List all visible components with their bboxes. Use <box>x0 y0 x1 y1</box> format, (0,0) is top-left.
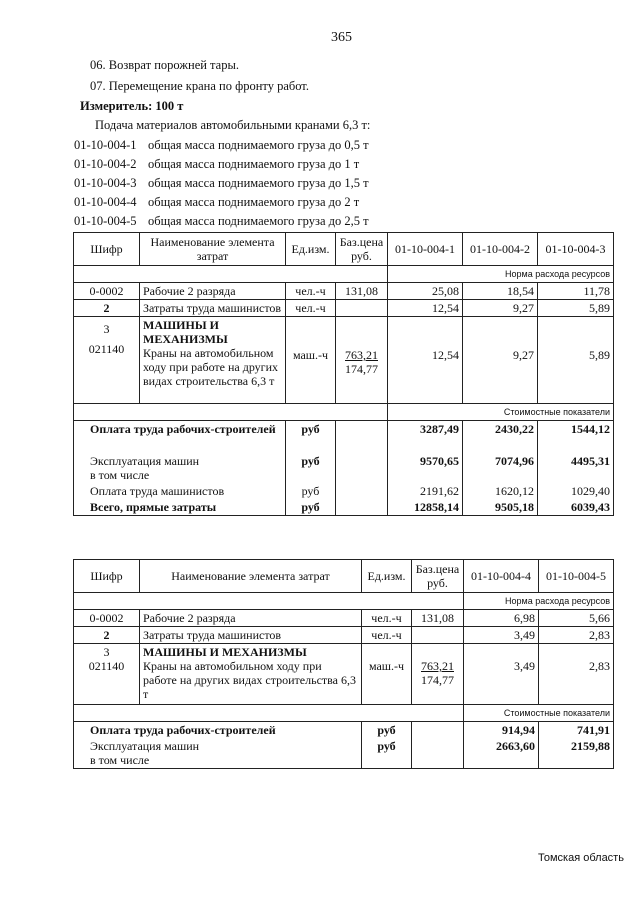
cost-unit: руб <box>362 722 412 739</box>
code-item <box>74 157 359 172</box>
table-row <box>74 738 614 769</box>
row-value: 9,27 <box>513 348 534 362</box>
row-code: 2 <box>74 627 140 644</box>
row-value: 9,27 <box>463 300 538 317</box>
header-col-004-4: 01-10-004-4 <box>464 560 539 593</box>
code-item <box>74 176 369 191</box>
cost-unit: руб <box>286 483 336 499</box>
row-unit: чел.-ч <box>362 627 412 644</box>
cost-name: Эксплуатация машин <box>90 739 200 753</box>
table-row <box>74 610 614 627</box>
row-name: Краны на автомобильном ходу при работе на других видах строительства 6,3 т <box>143 659 356 701</box>
table-row <box>74 317 614 404</box>
row-unit: чел.-ч <box>286 300 336 317</box>
cost-name: Всего, прямые затраты <box>74 499 286 516</box>
cost-name: Эксплуатация машин <box>90 454 200 468</box>
section-title-machines: МАШИНЫ И МЕХАНИЗМЫ <box>143 318 228 346</box>
header-code: Шифр <box>74 233 140 266</box>
table-row <box>74 644 614 705</box>
cost-value: 2430,22 <box>463 421 538 454</box>
cost-subnote: в том числе <box>90 468 150 482</box>
header-price: Баз.цена руб. <box>336 233 388 266</box>
header-price: Баз.цена руб. <box>412 560 464 593</box>
cost-value: 1029,40 <box>538 483 614 499</box>
table-row <box>74 300 614 317</box>
header-col-004-2: 01-10-004-2 <box>463 233 538 266</box>
code-number: 01-10-004-3 <box>74 176 137 190</box>
cost-value: 2159,88 <box>539 738 614 769</box>
intro-line-return-containers: 06. Возврат порожней тары. <box>90 58 239 72</box>
row-value: 5,89 <box>589 348 610 362</box>
cost-value: 9505,18 <box>463 499 538 516</box>
cost-value: 7074,96 <box>463 453 538 483</box>
row-name: Затраты труда машинистов <box>140 300 286 317</box>
header-unit: Ед.изм. <box>362 560 412 593</box>
row-name: Рабочие 2 разряда <box>140 283 286 300</box>
code-text: общая масса поднимаемого груза до 2 т <box>148 195 360 209</box>
header-name: Наименование элемента затрат <box>140 560 362 593</box>
cost-unit: руб <box>286 499 336 516</box>
cost-name: Оплата труда рабочих-строителей <box>74 722 362 739</box>
row-code: 3 <box>103 322 110 336</box>
code-number: 01-10-004-5 <box>74 214 137 228</box>
table-row <box>74 453 614 483</box>
cost-value: 914,94 <box>464 722 539 739</box>
row-unit: чел.-ч <box>362 610 412 627</box>
row-name: Краны на автомобильном ходу при работе на других видах строительства 6,3 т <box>143 346 279 388</box>
row-unit: маш.-ч <box>292 348 329 362</box>
row-unit: маш.-ч <box>368 659 405 673</box>
row-value: 5,66 <box>539 610 614 627</box>
cost-value: 6039,43 <box>538 499 614 516</box>
row-value: 25,08 <box>388 283 463 300</box>
header-code: Шифр <box>74 560 140 593</box>
cost-value: 1544,12 <box>538 421 614 454</box>
row-value: 6,98 <box>464 610 539 627</box>
table-row <box>74 483 614 499</box>
code-number: 01-10-004-2 <box>74 157 137 171</box>
footer-region: Томская область <box>538 852 624 864</box>
section-title-machines: МАШИНЫ И МЕХАНИЗМЫ <box>143 645 307 659</box>
cost-value: 4495,31 <box>538 453 614 483</box>
code-number: 01-10-004-1 <box>74 138 137 152</box>
row-price-wage: 174,77 <box>345 362 378 376</box>
row-price: 763,21 <box>345 348 378 362</box>
cost-unit: руб <box>286 421 336 454</box>
cost-caption: Стоимостные показатели <box>388 404 614 421</box>
row-code-machine: 021140 <box>88 342 125 356</box>
row-code-machine: 021140 <box>88 659 125 673</box>
norm-caption: Норма расхода ресурсов <box>388 266 614 283</box>
code-item <box>74 195 359 210</box>
cost-value: 9570,65 <box>388 453 463 483</box>
cost-name: Оплата труда рабочих-строителей <box>74 421 286 454</box>
cost-value: 1620,12 <box>463 483 538 499</box>
code-text: общая масса поднимаемого груза до 0,5 т <box>148 138 369 152</box>
rates-table-1 <box>73 232 614 516</box>
table-row <box>74 627 614 644</box>
cost-value: 2663,60 <box>464 738 539 769</box>
header-col-004-1: 01-10-004-1 <box>388 233 463 266</box>
row-price-wage: 174,77 <box>421 673 454 687</box>
supply-description: Подача материалов автомобильными кранами 6,3 т: <box>95 118 371 132</box>
cost-unit: руб <box>286 453 336 483</box>
cost-value: 3287,49 <box>388 421 463 454</box>
row-value: 11,78 <box>538 283 614 300</box>
header-col-004-3: 01-10-004-3 <box>538 233 614 266</box>
cost-value: 12858,14 <box>388 499 463 516</box>
row-value: 3,49 <box>464 627 539 644</box>
row-value: 12,54 <box>388 300 463 317</box>
row-value: 2,83 <box>539 627 614 644</box>
code-text: общая масса поднимаемого груза до 1 т <box>148 157 360 171</box>
row-value: 5,89 <box>538 300 614 317</box>
row-value: 2,83 <box>589 659 610 673</box>
cost-value: 741,91 <box>539 722 614 739</box>
measure-unit: Измеритель: 100 т <box>80 99 184 113</box>
row-price: 131,08 <box>412 610 464 627</box>
header-name: Наименование элемента затрат <box>140 233 286 266</box>
rates-table-2 <box>73 559 614 769</box>
cost-name: Оплата труда машинистов <box>74 483 286 499</box>
code-text: общая масса поднимаемого груза до 1,5 т <box>148 176 369 190</box>
code-item <box>74 138 369 153</box>
row-name: Затраты труда машинистов <box>140 627 362 644</box>
header-unit: Ед.изм. <box>286 233 336 266</box>
cost-caption: Стоимостные показатели <box>464 705 614 722</box>
cost-subnote: в том числе <box>90 753 150 767</box>
row-name: Рабочие 2 разряда <box>140 610 362 627</box>
row-unit: чел.-ч <box>286 283 336 300</box>
table-row <box>74 421 614 454</box>
code-number: 01-10-004-4 <box>74 195 137 209</box>
row-value: 18,54 <box>463 283 538 300</box>
code-item <box>74 214 369 229</box>
intro-line-crane-move: 07. Перемещение крана по фронту работ. <box>90 79 309 93</box>
row-code: 3 <box>103 645 110 659</box>
cost-unit: руб <box>362 738 412 769</box>
page-number: 365 <box>331 30 352 45</box>
table-row <box>74 499 614 516</box>
cost-value: 2191,62 <box>388 483 463 499</box>
table-row <box>74 722 614 739</box>
row-value: 12,54 <box>432 348 459 362</box>
row-price: 763,21 <box>421 659 454 673</box>
row-price: 131,08 <box>336 283 388 300</box>
row-value: 3,49 <box>514 659 535 673</box>
row-code: 0-0002 <box>74 283 140 300</box>
code-text: общая масса поднимаемого груза до 2,5 т <box>148 214 369 228</box>
row-code: 0-0002 <box>74 610 140 627</box>
header-col-004-5: 01-10-004-5 <box>539 560 614 593</box>
norm-caption: Норма расхода ресурсов <box>464 593 614 610</box>
table-row <box>74 283 614 300</box>
row-code: 2 <box>74 300 140 317</box>
